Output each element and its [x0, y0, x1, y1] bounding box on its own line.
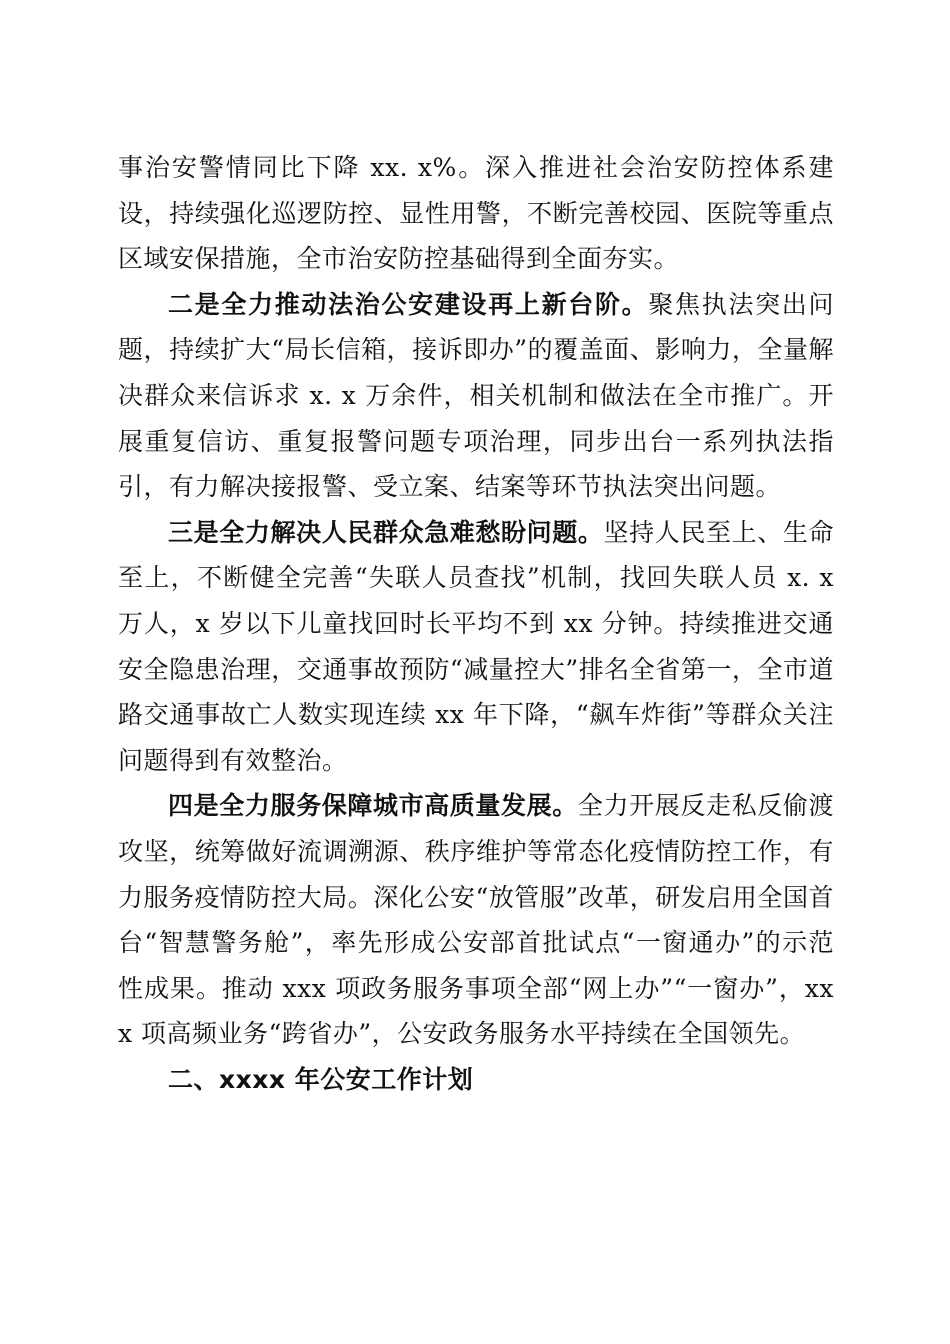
document-page	[118, 145, 834, 1102]
paragraph-body: 事治安警情同比下降 xx. x%。深入推进社会治安防控体系建设，持续强化巡逻防控、显性用警，不断完善校园、医院等重点区域安保措施，全市治安防控基础得到全面夯实。	[118, 153, 834, 274]
paragraph-lead: 二是全力推动法治公安建设再上新台阶。	[168, 289, 649, 319]
paragraph-body: 坚持人民至上、生命至上，不断健全完善“失联人员查找”机制，找回失联人员 x. x 万人，x 岁以下儿童找回时长平均不到 xx 分钟。持续推进交通安全隐患治理，交通事故预防“减量控大”排名全省第一，全市道路交通事故亡人数实现连续 xx 年下降，“飙车炸街”等群众关注问题得到有效整治。	[118, 517, 834, 775]
paragraph-public-security-control	[118, 145, 834, 282]
paragraph-city-development	[118, 783, 834, 1057]
paragraph-rule-of-law	[118, 282, 834, 510]
section-heading: 二、xxxx 年公安工作计划	[168, 1064, 474, 1094]
paragraph-body: 聚焦执法突出问题，持续扩大“局长信箱，接诉即办”的覆盖面、影响力，全量解决群众来信诉求 x. x 万余件，相关机制和做法在全市推广。开展重复信访、重复报警问题专项治理，同步出台一系列执法指引，有力解决接报警、受立案、结案等环节执法突出问题。	[118, 289, 834, 502]
paragraph-body: 全力开展反走私反偷渡攻坚，统筹做好流调溯源、秩序维护等常态化疫情防控工作，有力服务疫情防控大局。深化公安“放管服”改革，研发启用全国首台“智慧警务舱”，率先形成公安部首批试点“一窗通办”的示范性成果。推动 xxx 项政务服务事项全部“网上办”“一窗办”，xxx 项高频业务“跨省办”，公安政务服务水平持续在全国领先。	[118, 791, 834, 1049]
paragraph-lead: 四是全力服务保障城市高质量发展。	[168, 791, 578, 821]
paragraph-lead: 三是全力解决人民群众急难愁盼问题。	[168, 517, 604, 547]
paragraph-people-concerns	[118, 510, 834, 784]
